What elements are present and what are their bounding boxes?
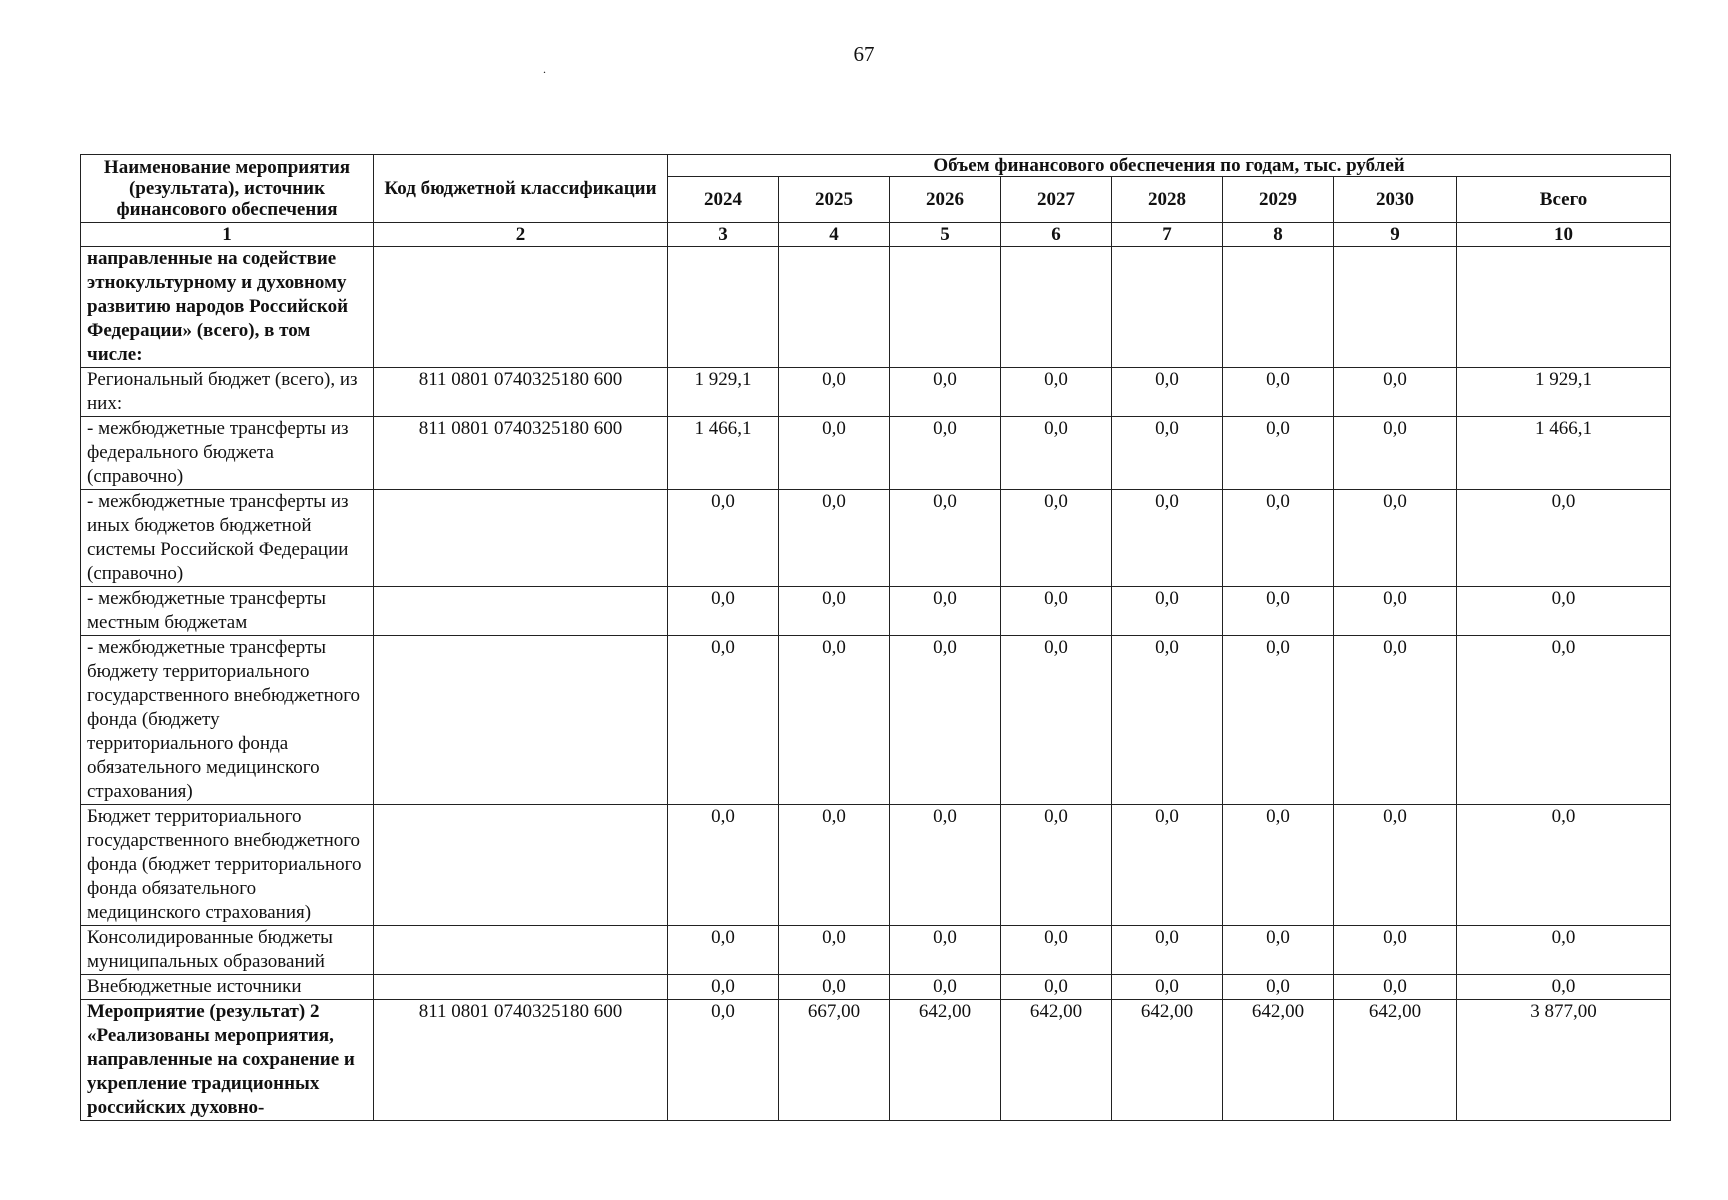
row-year-value <box>668 247 779 368</box>
row-code <box>374 247 668 368</box>
row-year-value: 0,0 <box>1223 587 1334 636</box>
page-number: 67 <box>853 42 875 66</box>
row-year-value: 0,0 <box>1112 926 1223 975</box>
column-number: 1 <box>81 223 374 247</box>
row-year-value <box>779 247 890 368</box>
row-year-value: 0,0 <box>779 368 890 417</box>
table-row <box>81 587 1671 636</box>
row-year-value: 0,0 <box>1001 417 1112 490</box>
row-year-value: 0,0 <box>890 587 1001 636</box>
row-name: направленные на содействие этнокультурному и духовному развитию народов Российской Федерации» (всего), в том числе: <box>81 247 374 368</box>
table-row <box>81 636 1671 805</box>
header-name: Наименование мероприятия (результата), источник финансового обеспечения <box>81 155 374 223</box>
header-year: 2026 <box>890 177 1001 223</box>
row-code: 811 0801 0740325180 600 <box>374 368 668 417</box>
row-year-value: 0,0 <box>668 636 779 805</box>
stray-mark: . <box>543 62 546 76</box>
row-year-value: 0,0 <box>1001 587 1112 636</box>
row-year-value: 0,0 <box>1112 417 1223 490</box>
row-year-value: 1 466,1 <box>668 417 779 490</box>
row-year-value: 642,00 <box>1223 1000 1334 1121</box>
header-total: Всего <box>1457 177 1671 223</box>
row-total: 1 466,1 <box>1457 417 1671 490</box>
row-code: 811 0801 0740325180 600 <box>374 417 668 490</box>
row-total: 0,0 <box>1457 975 1671 1000</box>
row-year-value: 642,00 <box>1334 1000 1457 1121</box>
row-name: Бюджет территориального государственного внебюджетного фонда (бюджет территориального фонда обязательного медицинского страхования) <box>81 805 374 926</box>
row-year-value: 0,0 <box>890 636 1001 805</box>
row-name: Консолидированные бюджеты муниципальных образований <box>81 926 374 975</box>
row-year-value: 1 929,1 <box>668 368 779 417</box>
table-row <box>81 1000 1671 1121</box>
row-code <box>374 975 668 1000</box>
row-year-value: 0,0 <box>1223 368 1334 417</box>
column-number: 2 <box>374 223 668 247</box>
row-year-value: 0,0 <box>1334 636 1457 805</box>
row-total: 1 929,1 <box>1457 368 1671 417</box>
table-row <box>81 490 1671 587</box>
row-year-value: 0,0 <box>668 805 779 926</box>
row-year-value: 0,0 <box>1223 490 1334 587</box>
header-year: 2024 <box>668 177 779 223</box>
row-year-value: 0,0 <box>1334 805 1457 926</box>
financing-table <box>80 154 1671 1121</box>
row-total: 0,0 <box>1457 490 1671 587</box>
row-year-value: 642,00 <box>890 1000 1001 1121</box>
header-year: 2030 <box>1334 177 1457 223</box>
row-year-value: 0,0 <box>779 805 890 926</box>
row-year-value: 0,0 <box>1334 368 1457 417</box>
row-name: Мероприятие (результат) 2 «Реализованы мероприятия, направленные на сохранение и укрепление традиционных российских духовно- <box>81 1000 374 1121</box>
row-code: 811 0801 0740325180 600 <box>374 1000 668 1121</box>
row-year-value: 0,0 <box>1223 975 1334 1000</box>
row-year-value: 0,0 <box>1112 490 1223 587</box>
row-year-value: 0,0 <box>1001 368 1112 417</box>
row-name: Региональный бюджет (всего), из них: <box>81 368 374 417</box>
row-code <box>374 587 668 636</box>
row-year-value: 0,0 <box>1001 805 1112 926</box>
header-code: Код бюджетной классификации <box>374 155 668 223</box>
row-year-value: 0,0 <box>1112 368 1223 417</box>
row-year-value: 0,0 <box>1112 636 1223 805</box>
row-total: 0,0 <box>1457 636 1671 805</box>
row-year-value: 0,0 <box>1223 636 1334 805</box>
header-year: 2025 <box>779 177 890 223</box>
table-row <box>81 975 1671 1000</box>
row-name: - межбюджетные трансферты из иных бюджетов бюджетной системы Российской Федерации (справочно) <box>81 490 374 587</box>
row-year-value <box>1334 247 1457 368</box>
row-year-value: 0,0 <box>890 805 1001 926</box>
row-year-value <box>1223 247 1334 368</box>
row-year-value <box>1001 247 1112 368</box>
column-number: 9 <box>1334 223 1457 247</box>
row-code <box>374 926 668 975</box>
row-year-value: 0,0 <box>668 490 779 587</box>
column-number: 7 <box>1112 223 1223 247</box>
table-row <box>81 368 1671 417</box>
row-year-value: 0,0 <box>1334 926 1457 975</box>
table-header <box>81 155 1671 247</box>
row-year-value: 0,0 <box>668 587 779 636</box>
column-number: 4 <box>779 223 890 247</box>
row-total: 0,0 <box>1457 926 1671 975</box>
row-year-value: 0,0 <box>1112 805 1223 926</box>
table-row <box>81 247 1671 368</box>
row-year-value: 0,0 <box>1223 926 1334 975</box>
table-body <box>81 247 1671 1121</box>
row-year-value <box>890 247 1001 368</box>
header-year: 2029 <box>1223 177 1334 223</box>
row-year-value: 0,0 <box>1112 587 1223 636</box>
row-year-value: 0,0 <box>890 417 1001 490</box>
row-code <box>374 490 668 587</box>
row-year-value: 0,0 <box>890 368 1001 417</box>
column-number: 8 <box>1223 223 1334 247</box>
row-year-value: 0,0 <box>668 926 779 975</box>
header-year: 2028 <box>1112 177 1223 223</box>
row-year-value <box>1112 247 1223 368</box>
row-year-value: 642,00 <box>1001 1000 1112 1121</box>
row-year-value: 0,0 <box>1001 636 1112 805</box>
row-year-value: 0,0 <box>1112 975 1223 1000</box>
row-code <box>374 636 668 805</box>
row-year-value: 0,0 <box>1334 975 1457 1000</box>
row-total: 0,0 <box>1457 587 1671 636</box>
header-financing-group: Объем финансового обеспечения по годам, тыс. рублей <box>668 155 1671 177</box>
row-year-value: 667,00 <box>779 1000 890 1121</box>
column-number: 6 <box>1001 223 1112 247</box>
row-name: - межбюджетные трансферты из федерального бюджета (справочно) <box>81 417 374 490</box>
row-total: 3 877,00 <box>1457 1000 1671 1121</box>
row-name: - межбюджетные трансферты бюджету территориального государственного внебюджетного фонда (бюджету территориального фонда обязательного медицинского страхования) <box>81 636 374 805</box>
column-number: 3 <box>668 223 779 247</box>
row-year-value: 0,0 <box>890 926 1001 975</box>
row-name: - межбюджетные трансферты местным бюджетам <box>81 587 374 636</box>
row-year-value: 0,0 <box>1001 975 1112 1000</box>
row-year-value: 0,0 <box>1334 587 1457 636</box>
row-year-value: 0,0 <box>1223 417 1334 490</box>
row-name: Внебюджетные источники <box>81 975 374 1000</box>
row-year-value: 0,0 <box>1001 926 1112 975</box>
row-year-value: 0,0 <box>779 490 890 587</box>
column-number: 10 <box>1457 223 1671 247</box>
table-row <box>81 926 1671 975</box>
row-code <box>374 805 668 926</box>
header-year: 2027 <box>1001 177 1112 223</box>
row-total: 0,0 <box>1457 805 1671 926</box>
row-year-value: 0,0 <box>779 926 890 975</box>
row-year-value: 0,0 <box>890 975 1001 1000</box>
row-year-value: 0,0 <box>1334 490 1457 587</box>
row-year-value: 0,0 <box>779 975 890 1000</box>
row-year-value: 0,0 <box>1001 490 1112 587</box>
row-year-value: 0,0 <box>779 417 890 490</box>
row-year-value: 0,0 <box>1223 805 1334 926</box>
row-year-value: 0,0 <box>668 1000 779 1121</box>
column-number: 5 <box>890 223 1001 247</box>
row-year-value: 0,0 <box>779 587 890 636</box>
row-year-value: 0,0 <box>779 636 890 805</box>
table-row <box>81 417 1671 490</box>
row-year-value: 0,0 <box>890 490 1001 587</box>
row-total <box>1457 247 1671 368</box>
row-year-value: 0,0 <box>1334 417 1457 490</box>
table-row <box>81 805 1671 926</box>
row-year-value: 642,00 <box>1112 1000 1223 1121</box>
row-year-value: 0,0 <box>668 975 779 1000</box>
